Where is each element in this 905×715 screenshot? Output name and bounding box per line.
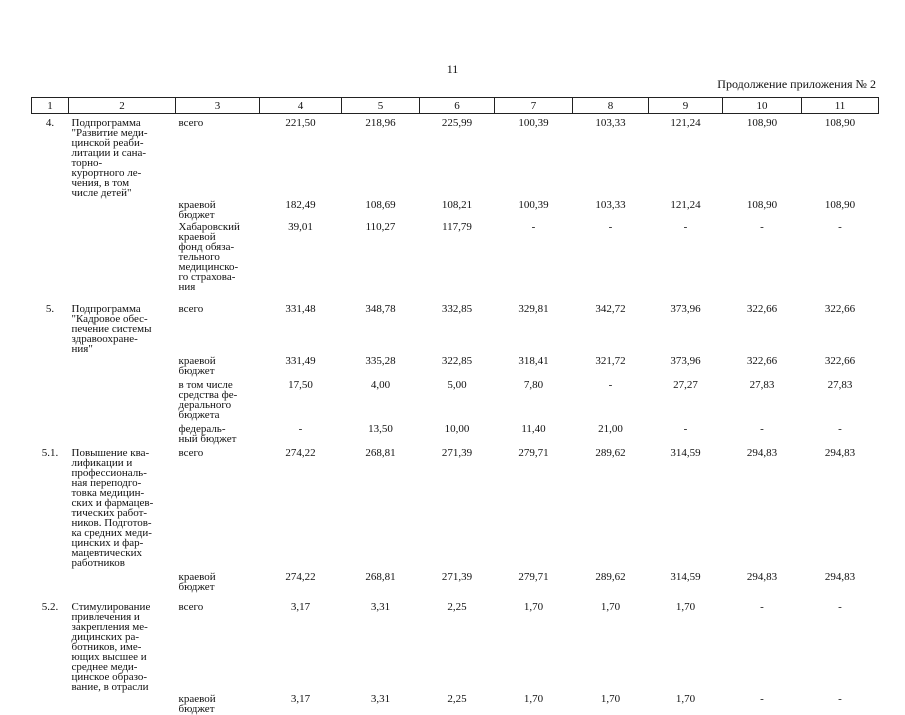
funding-source: Хабаровский краевой фонд обяза- тельного медицинско- го страхова- ния <box>178 221 240 293</box>
value-cell: 7,80 <box>523 379 544 391</box>
value-cell: 100,39 <box>518 199 549 211</box>
value-cell: 318,41 <box>518 355 549 367</box>
funding-source: краевой бюджет <box>178 355 216 377</box>
value-cell: 279,71 <box>518 447 549 459</box>
table-row <box>32 292 879 354</box>
value-cell: 108,90 <box>746 199 778 211</box>
value-cell: - <box>531 221 536 233</box>
table-row <box>32 592 879 692</box>
value-cell: 27,83 <box>827 379 853 391</box>
value-cell: 218,96 <box>365 117 396 129</box>
value-cell: 271,39 <box>441 447 473 459</box>
row-number <box>32 376 69 420</box>
value-cell: 1,70 <box>600 601 621 613</box>
table-row <box>32 376 879 420</box>
funding-source: краевой бюджет <box>178 693 216 715</box>
row-name <box>69 220 176 292</box>
value-cell: 3,17 <box>290 601 311 613</box>
funding-source: всего <box>178 601 204 613</box>
value-cell: 274,22 <box>285 571 316 583</box>
row-number: 5.2. <box>41 601 59 613</box>
value-cell: 331,48 <box>285 303 316 315</box>
value-cell: 373,96 <box>670 355 701 367</box>
table-row <box>32 444 879 568</box>
value-cell: 10,00 <box>444 423 470 435</box>
value-cell: 27,27 <box>673 379 698 391</box>
table-row <box>32 568 879 592</box>
value-cell: 2,25 <box>447 693 467 705</box>
value-cell: - <box>608 379 613 391</box>
value-cell: - <box>760 693 764 705</box>
value-cell: 103,33 <box>595 199 626 211</box>
value-cell: 103,33 <box>595 117 626 129</box>
value-cell: 182,49 <box>285 199 316 211</box>
row-name <box>69 376 176 420</box>
row-name <box>69 420 176 444</box>
value-cell: 322,66 <box>746 303 778 315</box>
value-cell: 332,85 <box>441 303 473 315</box>
row-name: Подпрограмма "Развитие меди- цинской реаби- литации и сана- торно- курортного ле- чения, в том числе детей" <box>71 117 148 199</box>
value-cell: 322,66 <box>824 303 856 315</box>
value-cell: 329,81 <box>518 303 549 315</box>
value-cell: 274,22 <box>285 447 316 459</box>
funding-source: всего <box>178 117 204 129</box>
column-header-1: 1 <box>32 98 69 114</box>
value-cell: 268,81 <box>365 447 396 459</box>
value-cell: 289,62 <box>595 447 626 459</box>
value-cell: - <box>838 221 842 233</box>
value-cell: 314,59 <box>670 447 701 459</box>
value-cell: 294,83 <box>746 447 778 459</box>
value-cell: 1,70 <box>523 693 544 705</box>
row-number: 5.1. <box>41 447 59 459</box>
table-row <box>32 354 879 376</box>
value-cell: 121,24 <box>670 117 701 129</box>
value-cell: 121,24 <box>670 199 701 211</box>
column-header-4: 4 <box>260 98 342 114</box>
funding-source: краевой бюджет <box>178 199 216 221</box>
value-cell: 108,90 <box>824 199 856 211</box>
value-cell: 225,99 <box>441 117 473 129</box>
funding-source: краевой бюджет <box>178 571 216 593</box>
value-cell: 1,70 <box>675 601 696 613</box>
column-header-6: 6 <box>420 98 495 114</box>
column-header-8: 8 <box>573 98 649 114</box>
column-header-9: 9 <box>649 98 723 114</box>
value-cell: 4,00 <box>370 379 391 391</box>
value-cell: 289,62 <box>595 571 626 583</box>
value-cell: 322,85 <box>441 355 473 367</box>
column-header-2: 2 <box>69 98 176 114</box>
value-cell: 342,72 <box>595 303 626 315</box>
column-header-7: 7 <box>495 98 573 114</box>
table-row <box>32 220 879 292</box>
value-cell: 27,83 <box>749 379 775 391</box>
value-cell: 2,25 <box>447 601 467 613</box>
table-row <box>32 114 879 199</box>
value-cell: 108,69 <box>365 199 396 211</box>
value-cell: 335,28 <box>365 355 396 367</box>
value-cell: 108,90 <box>824 117 856 129</box>
value-cell: - <box>760 601 764 613</box>
value-cell: 21,00 <box>598 423 623 435</box>
row-name: Повышение ква- лификации и профессиональ- ная переподго- товка медицин- ских и фармацев- тических работ- ников. Подготов- ка средних меди- цинских и фар- мацевтических работников <box>71 447 154 569</box>
row-name <box>69 568 176 592</box>
value-cell: 108,21 <box>441 199 473 211</box>
value-cell: 279,71 <box>518 571 549 583</box>
row-number <box>32 354 69 376</box>
value-cell: 322,66 <box>746 355 778 367</box>
column-header-11: 11 <box>802 98 879 114</box>
value-cell: 11,40 <box>521 423 546 435</box>
value-cell: 271,39 <box>441 571 473 583</box>
value-cell: 117,79 <box>442 221 472 233</box>
value-cell: 321,72 <box>595 355 626 367</box>
row-name <box>69 692 176 714</box>
row-name: Подпрограмма "Кадровое обес- печение системы здравоохране- ния" <box>71 303 152 355</box>
budget-table <box>31 97 879 714</box>
value-cell: - <box>838 693 842 705</box>
continuation-note: Продолжение приложения № 2 <box>717 77 876 91</box>
value-cell: 294,83 <box>824 571 856 583</box>
funding-source: федераль- ный бюджет <box>178 423 237 445</box>
value-cell: 100,39 <box>518 117 549 129</box>
value-cell: 221,50 <box>285 117 316 129</box>
value-cell: - <box>760 221 764 233</box>
table-row <box>32 420 879 444</box>
value-cell: 268,81 <box>365 571 396 583</box>
page-number: 11 <box>446 62 459 76</box>
value-cell: 3,17 <box>290 693 311 705</box>
value-cell: 294,83 <box>824 447 856 459</box>
value-cell: 39,01 <box>288 221 313 233</box>
row-number <box>32 568 69 592</box>
value-cell: 348,78 <box>365 303 396 315</box>
row-number <box>32 220 69 292</box>
value-cell: 314,59 <box>670 571 701 583</box>
value-cell: 13,50 <box>368 423 393 435</box>
row-number: 5. <box>45 303 55 315</box>
value-cell: 1,70 <box>675 693 696 705</box>
value-cell: - <box>608 221 613 233</box>
column-header-3: 3 <box>176 98 260 114</box>
value-cell: 1,70 <box>600 693 621 705</box>
value-cell: - <box>838 601 842 613</box>
value-cell: 17,50 <box>288 379 313 391</box>
row-number: 4. <box>45 117 55 129</box>
value-cell: - <box>683 221 688 233</box>
funding-source: в том числе средства фе- дерального бюджета <box>178 379 238 421</box>
value-cell: - <box>760 423 764 435</box>
funding-source: всего <box>178 447 204 459</box>
value-cell: 331,49 <box>285 355 316 367</box>
value-cell: 322,66 <box>824 355 856 367</box>
column-header-10: 10 <box>723 98 802 114</box>
row-number <box>32 420 69 444</box>
value-cell: 108,90 <box>746 117 778 129</box>
row-name: Стимулирование привлечения и закрепления ме- дицинских ра- ботников, име- ющих высшее и среднее меди- цинское образо- вание, в отрасли <box>71 601 151 693</box>
value-cell: 3,31 <box>370 693 391 705</box>
table-row <box>32 198 879 220</box>
header-row <box>32 98 879 114</box>
column-header-5: 5 <box>342 98 420 114</box>
value-cell: - <box>298 423 303 435</box>
row-number <box>32 692 69 714</box>
value-cell: 1,70 <box>523 601 544 613</box>
value-cell: 110,27 <box>365 221 396 233</box>
row-name <box>69 354 176 376</box>
row-name <box>69 198 176 220</box>
funding-source: всего <box>178 303 204 315</box>
value-cell: 3,31 <box>370 601 391 613</box>
value-cell: - <box>838 423 842 435</box>
table-body <box>32 114 879 715</box>
row-number <box>32 198 69 220</box>
value-cell: 373,96 <box>670 303 701 315</box>
value-cell: - <box>683 423 688 435</box>
table-row <box>32 692 879 714</box>
value-cell: 294,83 <box>746 571 778 583</box>
value-cell: 5,00 <box>447 379 467 391</box>
